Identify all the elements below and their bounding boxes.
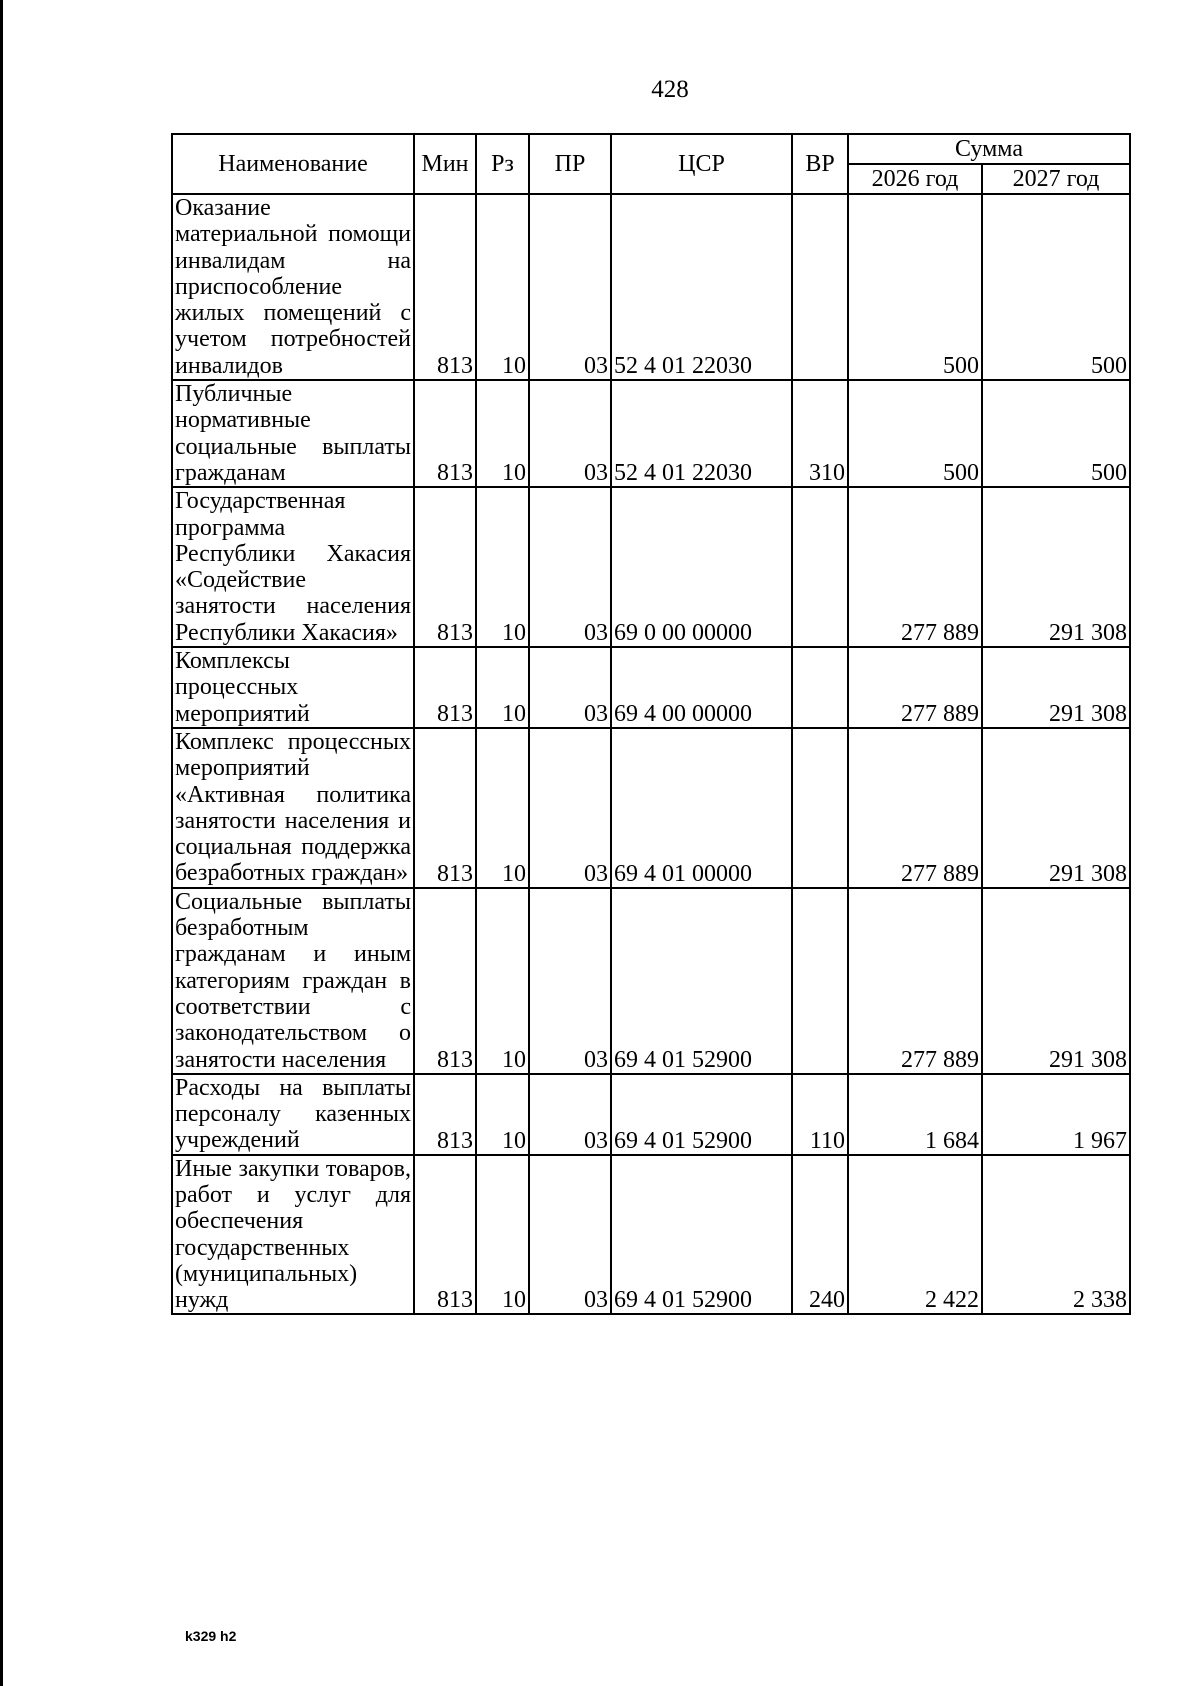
cell-csr: 69 4 01 00000 (611, 728, 792, 888)
cell-rz: 10 (476, 380, 529, 487)
header-name: Наименование (172, 134, 414, 194)
cell-rz: 10 (476, 487, 529, 647)
header-2027: 2027 год (982, 164, 1130, 194)
cell-y2027: 500 (982, 380, 1130, 487)
cell-pr: 03 (529, 487, 611, 647)
cell-rz: 10 (476, 1074, 529, 1155)
header-rz: Рз (476, 134, 529, 194)
table-row (172, 1155, 1130, 1315)
header-csr: ЦСР (611, 134, 792, 194)
cell-pr: 03 (529, 194, 611, 380)
cell-min: 813 (414, 1155, 476, 1315)
cell-y2027: 2 338 (982, 1155, 1130, 1315)
table-body (172, 194, 1130, 1314)
cell-pr: 03 (529, 888, 611, 1074)
cell-csr: 69 0 00 00000 (611, 487, 792, 647)
table-row (172, 380, 1130, 487)
cell-min: 813 (414, 194, 476, 380)
cell-y2026: 277 889 (848, 487, 982, 647)
cell-name: Публичные нормативные социальные выплаты гражданам (172, 380, 414, 487)
table-row (172, 647, 1130, 728)
cell-vr: 240 (792, 1155, 848, 1315)
cell-vr: 310 (792, 380, 848, 487)
cell-name: Государственная программа Республики Хакасия «Содействие занятости населения Республики Хакасия» (172, 487, 414, 647)
cell-vr (792, 194, 848, 380)
cell-y2027: 291 308 (982, 487, 1130, 647)
cell-y2026: 500 (848, 194, 982, 380)
cell-name: Иные закупки товаров, работ и услуг для обеспечения государственных (муниципальных) нужд (172, 1155, 414, 1315)
cell-y2027: 500 (982, 194, 1130, 380)
cell-name: Социальные выплаты безработным гражданам и иным категориям граждан в соответствии с законодательством о занятости населения (172, 888, 414, 1074)
cell-csr: 69 4 01 52900 (611, 1155, 792, 1315)
cell-rz: 10 (476, 728, 529, 888)
cell-min: 813 (414, 487, 476, 647)
cell-vr (792, 487, 848, 647)
cell-y2026: 2 422 (848, 1155, 982, 1315)
cell-min: 813 (414, 1074, 476, 1155)
cell-vr: 110 (792, 1074, 848, 1155)
cell-csr: 69 4 01 52900 (611, 1074, 792, 1155)
header-vr: ВР (792, 134, 848, 194)
cell-vr (792, 728, 848, 888)
cell-y2027: 291 308 (982, 728, 1130, 888)
cell-y2027: 1 967 (982, 1074, 1130, 1155)
cell-name: Оказание материальной помощи инвалидам на приспособление жилых помещений с учетом потребностей инвалидов (172, 194, 414, 380)
cell-min: 813 (414, 647, 476, 728)
cell-min: 813 (414, 728, 476, 888)
cell-pr: 03 (529, 380, 611, 487)
cell-csr: 69 4 00 00000 (611, 647, 792, 728)
table-row (172, 728, 1130, 888)
cell-y2026: 500 (848, 380, 982, 487)
cell-rz: 10 (476, 647, 529, 728)
table-row (172, 1074, 1130, 1155)
cell-pr: 03 (529, 647, 611, 728)
cell-vr (792, 888, 848, 1074)
budget-table (171, 133, 1131, 1315)
cell-rz: 10 (476, 888, 529, 1074)
cell-pr: 03 (529, 1074, 611, 1155)
scan-edge (0, 0, 3, 1686)
cell-rz: 10 (476, 194, 529, 380)
header-2026: 2026 год (848, 164, 982, 194)
cell-y2026: 1 684 (848, 1074, 982, 1155)
cell-vr (792, 647, 848, 728)
cell-y2026: 277 889 (848, 647, 982, 728)
cell-name: Расходы на выплаты персоналу казенных учреждений (172, 1074, 414, 1155)
cell-y2026: 277 889 (848, 888, 982, 1074)
header-pr: ПР (529, 134, 611, 194)
cell-name: Комплекс процессных мероприятий «Активная политика занятости населения и социальная поддержка безработных граждан» (172, 728, 414, 888)
header-sum: Сумма (848, 134, 1130, 164)
cell-pr: 03 (529, 728, 611, 888)
footer-code: k329 h2 (185, 1628, 237, 1644)
table-row (172, 487, 1130, 647)
cell-csr: 52 4 01 22030 (611, 194, 792, 380)
header-min: Мин (414, 134, 476, 194)
table-row (172, 888, 1130, 1074)
table-row (172, 194, 1130, 380)
cell-y2027: 291 308 (982, 647, 1130, 728)
cell-csr: 69 4 01 52900 (611, 888, 792, 1074)
cell-min: 813 (414, 888, 476, 1074)
cell-min: 813 (414, 380, 476, 487)
cell-name: Комплексы процессных мероприятий (172, 647, 414, 728)
cell-csr: 52 4 01 22030 (611, 380, 792, 487)
cell-rz: 10 (476, 1155, 529, 1315)
page-number: 428 (651, 76, 689, 103)
cell-y2027: 291 308 (982, 888, 1130, 1074)
cell-pr: 03 (529, 1155, 611, 1315)
cell-y2026: 277 889 (848, 728, 982, 888)
